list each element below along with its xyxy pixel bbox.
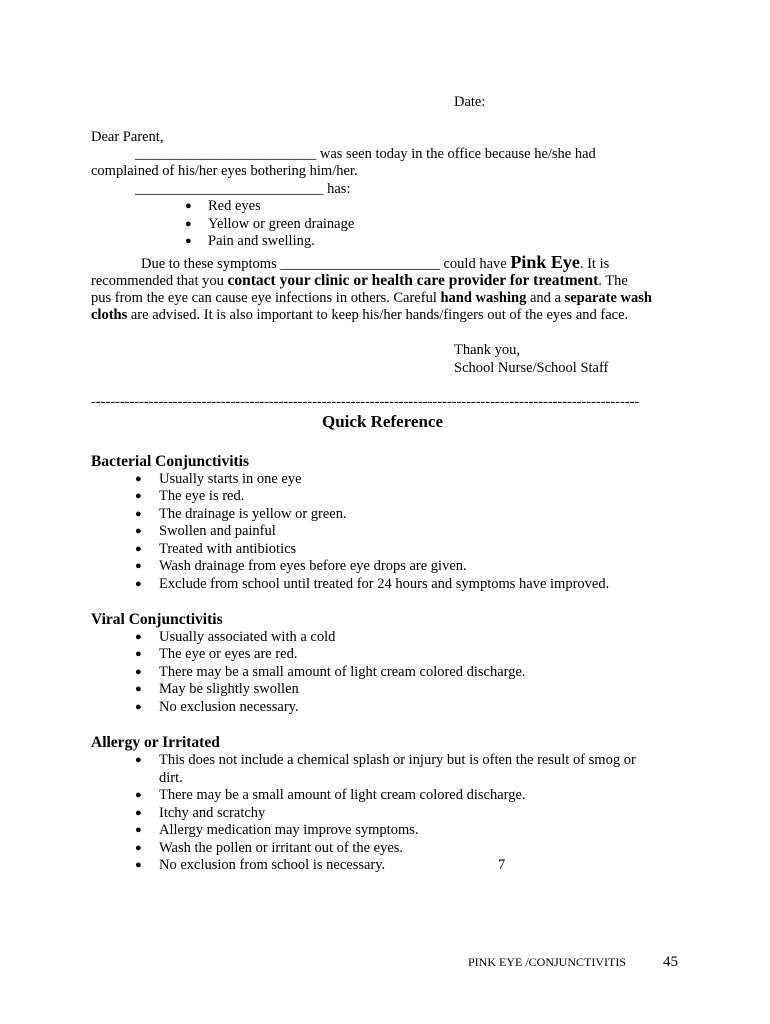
bullet-icon: ●	[135, 754, 142, 766]
bullet-icon: ●	[135, 490, 142, 502]
bullet-icon: ●	[135, 824, 142, 836]
symptom-item: Red eyes	[208, 198, 261, 214]
list-item: This does not include a chemical splash or injury but is often the result of smog or	[159, 752, 636, 768]
bullet-icon: ●	[185, 218, 192, 230]
paragraph-text: recommended that you	[91, 273, 228, 289]
letter-line-3-text: has:	[323, 181, 351, 197]
paragraph-text: Due to these symptoms	[141, 256, 281, 272]
list-item: No exclusion necessary.	[159, 699, 299, 715]
list-item: Swollen and painful	[159, 523, 276, 539]
bullet-icon: ●	[135, 842, 142, 854]
bullet-icon: ●	[135, 578, 142, 590]
contact-provider-emphasis: contact your clinic or health care provider for treatment	[227, 272, 599, 289]
paragraph-text: could have	[439, 256, 511, 272]
section-heading-viral: Viral Conjunctivitis	[91, 611, 223, 628]
letter-line-1	[135, 146, 596, 164]
list-item: Usually associated with a cold	[159, 629, 336, 645]
bullet-icon: ●	[135, 666, 142, 678]
paragraph-text: pus from the eye can cause eye infections in others. Careful	[91, 290, 441, 306]
letter-line-1-text: was seen today in the office because he/she had	[316, 146, 596, 162]
section-heading-bacterial: Bacterial Conjunctivitis	[91, 453, 249, 470]
list-item: There may be a small amount of light cream colored discharge.	[159, 787, 526, 803]
bullet-icon: ●	[135, 473, 142, 485]
salutation: Dear Parent,	[91, 129, 164, 145]
letter-paragraph-line-3	[91, 290, 652, 308]
closing: Thank you,	[454, 342, 521, 358]
list-item: The drainage is yellow or green.	[159, 506, 347, 522]
hand-washing-emphasis: hand washing	[440, 290, 527, 306]
bullet-icon: ●	[135, 807, 142, 819]
list-item: Wash drainage from eyes before eye drops are given.	[159, 558, 467, 574]
paragraph-text: are advised. It is also important to keep his/her hands/fingers out of the eyes and face.	[127, 307, 629, 323]
page-number: 45	[663, 954, 678, 970]
list-item: Usually starts in one eye	[159, 471, 302, 487]
list-item: Exclude from school until treated for 24 hours and symptoms have improved.	[159, 576, 610, 592]
bullet-icon: ●	[135, 525, 142, 537]
list-item: Allergy medication may improve symptoms.	[159, 822, 419, 838]
bullet-icon: ●	[135, 701, 142, 713]
letter-line-3	[135, 181, 350, 199]
paragraph-text: . It is	[579, 256, 610, 272]
bullet-icon: ●	[135, 648, 142, 660]
bullet-icon: ●	[135, 859, 142, 871]
symptom-item: Yellow or green drainage	[208, 216, 355, 232]
list-item: The eye is red.	[159, 488, 245, 504]
bullet-icon: ●	[185, 235, 192, 247]
student-name-blank: _________________________	[135, 146, 317, 162]
bullet-icon: ●	[185, 200, 192, 212]
pink-eye-emphasis: Pink Eye	[510, 252, 580, 272]
list-item: Itchy and scratchy	[159, 805, 266, 821]
inline-page-number: 7	[498, 857, 506, 873]
bullet-icon: ●	[135, 789, 142, 801]
paragraph-text: . The	[598, 273, 628, 289]
section-heading-allergy: Allergy or Irritated	[91, 734, 220, 751]
symptom-item: Pain and swelling.	[208, 233, 315, 249]
separate-wash-emphasis: separate wash	[564, 290, 652, 306]
list-item: No exclusion from school is necessary.	[159, 857, 386, 873]
date-label: Date:	[454, 94, 486, 110]
footer-label: PINK EYE /CONJUNCTIVITIS	[468, 955, 626, 969]
letter-paragraph-line-1	[141, 252, 609, 274]
bullet-icon: ●	[135, 683, 142, 695]
letter-paragraph-line-4	[91, 307, 628, 325]
cloths-emphasis: cloths	[91, 307, 128, 323]
bullet-icon: ●	[135, 543, 142, 555]
bullet-icon: ●	[135, 560, 142, 572]
bullet-icon: ●	[135, 508, 142, 520]
signature: School Nurse/School Staff	[454, 360, 609, 376]
list-item-continuation: dirt.	[159, 770, 183, 786]
quick-reference-title: Quick Reference	[322, 412, 444, 431]
list-item: Treated with antibiotics	[159, 541, 297, 557]
list-item: The eye or eyes are red.	[159, 646, 298, 662]
cut-line-divider: ------------------------------------------------------------------------------------------------------------------	[91, 394, 640, 410]
list-item: Wash the pollen or irritant out of the eyes.	[159, 840, 404, 856]
letter-line-2: complained of his/her eyes bothering him/her.	[91, 163, 358, 179]
letter-paragraph-line-2	[91, 272, 628, 291]
list-item: There may be a small amount of light cream colored discharge.	[159, 664, 526, 680]
bullet-icon: ●	[135, 631, 142, 643]
student-name-blank: ______________________	[280, 256, 440, 272]
paragraph-text: and a	[526, 290, 565, 306]
list-item: May be slightly swollen	[159, 681, 299, 697]
student-name-blank: __________________________	[135, 181, 324, 197]
